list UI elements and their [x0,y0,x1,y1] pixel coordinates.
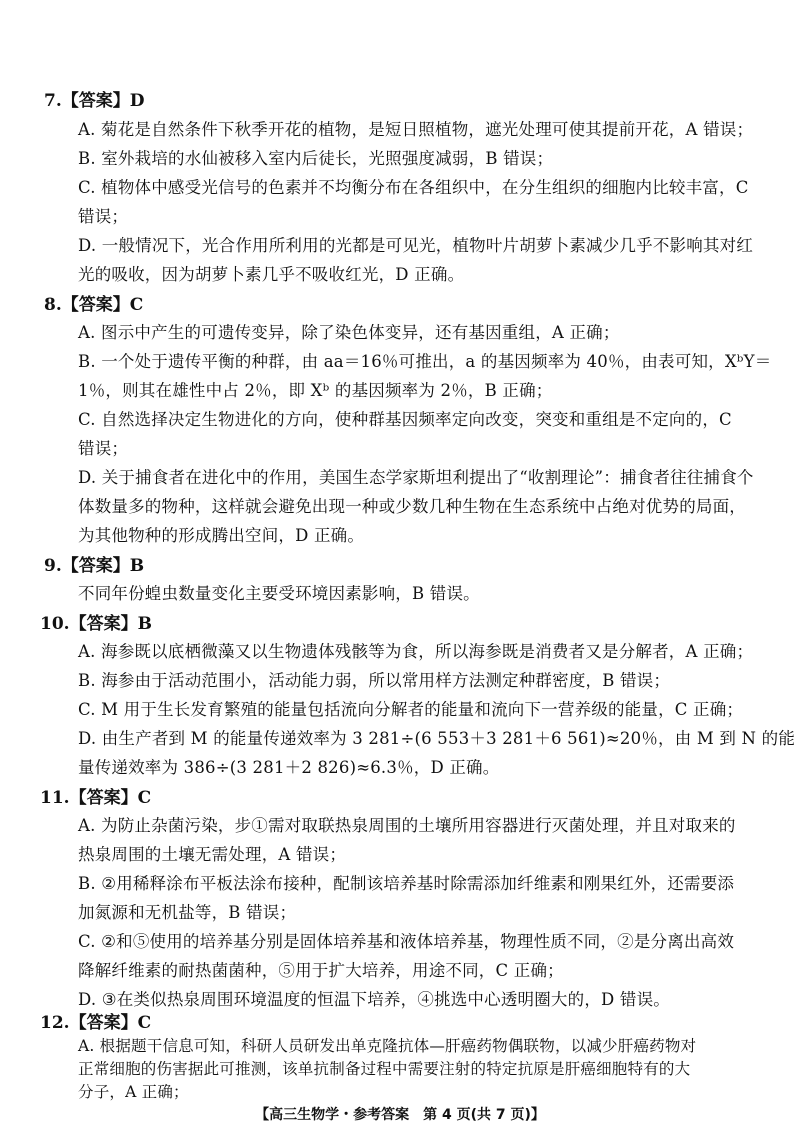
q12-line: A. 根据题干信息可知，科研人员研发出单克隆抗体—肝癌药物偶联物，以减少肝癌药物对 [78,1037,697,1055]
question-7-answer-head: 7.【答案】D [44,91,145,111]
q8-line: B. 一个处于遗传平衡的种群，由 aa＝16％可推出，a 的基因频率为 40％，由表可知，XᵇY＝ [78,352,772,371]
q8-line: 1％，则其在雄性中占 2％，即 Xᵇ 的基因频率为 2％，B 正确； [78,381,553,400]
q7-line: D. 一般情况下，光合作用所利用的光都是可见光，植物叶片胡萝卜素减少几乎不影响其对红 [78,236,754,255]
q11-line: C. ②和⑤使用的培养基分别是固体培养基和液体培养基，物理性质不同，②是分离出高效 [78,932,735,951]
q8-line: 错误； [78,439,129,458]
q7-line: 光的吸收，因为胡萝卜素几乎不吸收红光，D 正确。 [78,265,465,284]
question-9-answer-head: 9.【答案】B [44,556,145,576]
question-8-answer-head: 8.【答案】C [44,295,144,315]
page-footer: 【高三生物学・参考答案 第 4 页(共 7 页)】 [255,1107,545,1123]
q7-line: C. 植物体中感受光信号的色素并不均衡分布在各组织中，在分生组织的细胞内比较丰富，C [78,178,749,197]
q8-line: A. 图示中产生的可遗传变异，除了染色体变异，还有基因重组，A 正确； [78,323,620,342]
q10-line: 量传递效率为 386÷(3 281＋2 826)≈6.3％，D 正确。 [78,758,500,777]
q11-line: D. ③在类似热泉周围环境温度的恒温下培养，④挑选中心透明圈大的，D 错误。 [78,990,670,1009]
q11-line: 热泉周围的土壤无需处理，A 错误； [78,845,347,864]
q7-line: 错误； [78,207,129,226]
q12-line: 分子，A 正确； [78,1083,189,1101]
q11-line: 加氮源和无机盐等，B 错误； [78,903,297,922]
q10-line: D. 由生产者到 M 的能量传递效率为 3 281÷(6 553＋3 281＋6 561)≈20％，由 M 到 N 的能 [78,729,796,748]
q10-line: B. 海参由于活动范围小，活动能力弱，所以常用样方法测定种群密度，B 错误； [78,671,671,690]
q8-line: 为其他物种的形成腾出空间，D 正确。 [78,526,365,545]
q10-line: C. M 用于生长发育繁殖的能量包括流向分解者的能量和流向下一营养级的能量，C 正确； [78,700,744,719]
q9-line: 不同年份蝗虫数量变化主要受环境因素影响，B 错误。 [78,584,480,603]
question-10-answer-head: 10.【答案】B [40,614,152,634]
q11-line: B. ②用稀释涂布平板法涂布接种，配制该培养基时除需添加纤维素和刚果红外，还需要添 [78,874,735,893]
q11-line: 降解纤维素的耐热菌菌种，⑤用于扩大培养，用途不同，C 正确； [78,961,564,980]
q7-line: A. 菊花是自然条件下秋季开花的植物，是短日照植物，遮光处理可使其提前开花，A 错误； [78,120,754,139]
q7-line: B. 室外栽培的水仙被移入室内后徒长，光照强度减弱，B 错误； [78,149,554,168]
q8-line: D. 关于捕食者在进化中的作用，美国生态学家斯坦利提出了“收割理论”：捕食者往往捕食个 [78,468,754,487]
q10-line: A. 海参既以底栖微藻又以生物遗体残骸等为食，所以海参既是消费者又是分解者，A 正确； [78,642,754,661]
question-11-answer-head: 11.【答案】C [40,788,152,808]
q8-line: 体数量多的物种，这样就会避免出现一种或少数几种生物在生态系统中占绝对优势的局面， [78,497,746,516]
q8-line: C. 自然选择决定生物进化的方向，使种群基因频率定向改变，突变和重组是不定向的，C [78,410,732,429]
q11-line: A. 为防止杂菌污染，步①需对取联热泉周围的土壤所用容器进行灭菌处理，并且对取来的 [78,816,736,835]
question-12-answer-head: 12.【答案】C [40,1013,152,1033]
q12-line: 正常细胞的伤害据此可推测，该单抗制备过程中需要注射的特定抗原是肝癌细胞特有的大 [78,1060,691,1078]
